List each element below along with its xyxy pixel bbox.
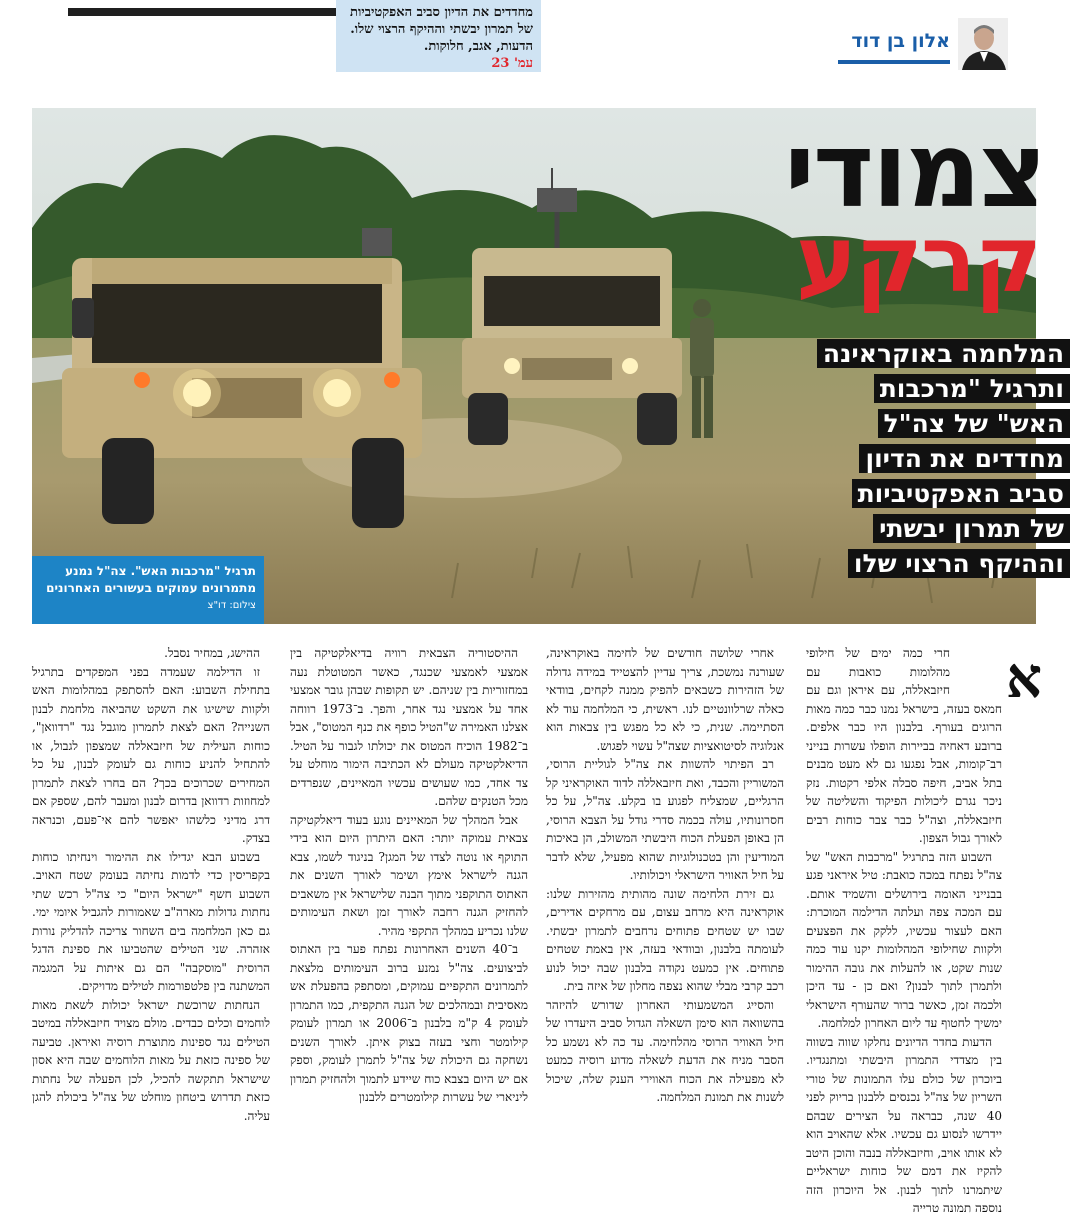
subheadline-line: סביב האפקטיביות — [780, 478, 1070, 509]
headline-line2: קרקע — [795, 206, 1040, 313]
subheadline-line: וההיקף הרצוי שלו — [780, 548, 1070, 579]
top-rule — [68, 8, 338, 16]
teaser-line: הדעות, אגב, חלוקות. — [423, 39, 533, 54]
teaser-box[interactable] — [336, 0, 541, 72]
article-column-1 — [806, 644, 1002, 1215]
headline-line1: צמודי — [784, 109, 1045, 231]
article-column-2 — [546, 644, 784, 1144]
paragraph: רב הפיתוי להשוות את צה"ל לגוליית הרוסי, המשוריין והכבד, ואת חיזבאללה לדוד האוקראיני קל הרגליים, שמצליח לפגוע בו בקלע. צה"ל, על כל חסרונותיו, עולה בכמה סדרי גודל על הצבא הרוסי, הן באופן הפעלת הכוח היבשתי המשולב, הן באיכות המודיעין והן בטכנולוגיות שהוא מפעיל, שלא לדבר על חיל האוויר הישראלי ויכולותיו. — [546, 757, 784, 882]
paragraph: והסייג המשמעותי האחרון שדורש להיזהר בהשוואה הוא סימן השאלה הגדול סביב היעדרו של חיל האוויר הרוסי מהלחימה. עד כה לא נשמע כל הסבר מניח את הדעת לשאלה מדוע רוסיה כמעט לא מפעילה את הכוח האווירי הענק שלה, שיכול לשנות את תמונת המלחמה. — [546, 997, 784, 1104]
photo-caption — [32, 556, 264, 624]
drop-cap-spacer — [950, 644, 1002, 694]
author-rule — [838, 60, 950, 64]
subheadline-line: מחדדים את הדיון — [780, 443, 1070, 474]
subheadline-line: של תמרון יבשתי — [780, 513, 1070, 544]
paragraph: חרי כמה ימים של חילופי מהלומות כואבות עם חיזבאללה, עם איראן וגם עם חמאס בעזה, בישראל נמנו כבר כמה מאות הרוגים בעורף. בלבנון היו כבר אלפים. ברובע דאחיה בביירות הופלו עשרות בנייני רב־קומות, אבל נפגעו גם לא מעט מבנים בתל אביב, חיפה סבלה אלפי רקטות. נזק ניכר נגרם ליכולות הפיקוד והשליטה של חיזבאללה, וצה"ל כבר צבר כוחות רבים לאורך גבול הצפון. — [806, 646, 1002, 845]
teaser-line: של תמרון יבשתי וההיקף הרצוי שלו. — [350, 22, 533, 37]
caption-text: תרגיל "מרכבות האש". צה"ל נמנע מתמרונים עמוקים בעשורים האחרונים — [46, 564, 256, 595]
paragraph: הנחתות שרוכשת ישראל יכולות לשאת מאות לוחמים וכלים כבדים. מולם מצויד חיזבאללה במיטב הטילים נגד ספינות מתוצרת רוסיה ואיראן. טביעה של ספינה כזאת על מאות הלוחמים שבה היא אסון שישראל תתקשה להכיל, לכן הפעלה של נחתות כזאת תדרוש ביטחון מוחלט של צה"ל ביכולת להגן עליה. — [32, 997, 270, 1123]
paragraph: הדעות בחדר הדיונים נחלקו שווה בשווה בין מצדדי התמרון היבשתי ומתנגדיו. ביוכרון של כולם עלו התמונות של טורי השריון של צה"ל נכנסים ללבנון בריוק לפני 40 שנה, כבראה על הצירים שבהם יידרשו לנסוע גם עכשיו. אלא שהאויב הוא לא אותו אויב, וחיזבאללה בנבה והוכן היטב להקיז את דמם של כוחות ישראליים שיתמרנו לתוך לבנון. אל היוכרון הזה נוספה תמונה טרייה — [806, 1034, 1002, 1215]
subheadline-line: המלחמה באוקראינה — [780, 338, 1070, 369]
author-byline — [838, 18, 1008, 70]
subheadline — [780, 338, 1070, 583]
photo-credit: צילום: דו"צ — [207, 600, 256, 611]
paragraph: השבוע הזה בתרגיל "מרכבות האש" של צה"ל נפתח במכה כואבת: טיל איראני פגע בבנייני האומה בירושלים והשמיד אותם. עם המכה צפה ועלתה הדילמה המוכרת: האם לעצור עכשיו, ללקק את הפצעים ולקוות שחילופי המהלומות יקנו עוד כמה שנות שקט, או להעלות את גובה ההימור ולתמרן לתוך לבנון? ואם כן - עד היכן ולכמה זמן, כאשר ברור שהעורף הישראלי ימשיך לחטוף עד ליום האחרון למלחמה. — [806, 849, 1002, 1030]
subheadline-line: האש" של צה"ל — [780, 408, 1070, 439]
paragraph: ההיסטוריה הצבאית רוויה בדיאלקטיקה בין אמצעי לאמצעי שכנגד, כאשר המטוטלת נעה במחזוריות בין שניהם. יש תקופות שבהן גובר אמצעי אחד על אמצעי נגד אחר, והפך. ב־1973 רווחה אצלנו האמירה ש"הטיל כופף את כנף המטוס", אבל ב־1982 הוכיח המטוס את יכולתו לגבור על הטיל. הדיאלקטיקה מעולם לא הכתיבה הימור מוחלט על צד אחד, כמו שעושים עכשיו המאיינים, שנפרדים מכל הטנקים שלהם. — [290, 646, 528, 808]
teaser-line: מחדדים את הדיון סביב האפקטיביות — [350, 5, 533, 20]
paragraph: בשבוע הבא יגדילו את ההימור וינחיתו כוחות בקפריסין כדי לדמות נחיתה בעומק שטח האויב. השבוע חשף "ישראל היום" כי צה"ל רכש שתי נחתות גדולות מארה"ב שאמורות להגביל איומי ימי. גם כאן המלחמה בים השחור צריכה להדליק נורות אזהרה. שני הטילים שהטביעו את ספינת הדגל הרוסית "מוסקבה" הם גם איתות על המגמה המשתנה בין פלטפורמות לטילים מדויקים. — [32, 849, 270, 993]
drop-cap: א — [1006, 645, 1042, 711]
paragraph: ההישג, במחיר נסבל. — [164, 646, 260, 660]
paragraph: ב־40 השנים האחרונות נפתח פער בין האתוס לביצועים. צה"ל נמנע ברוב העימותים מלצאת לתמרונים התקפיים עמוקים, ומסתפק בהפעלת אש מאסיבית ובמהלכים של הגנה התקפית, כמו התמרון לעומק 4 ק"מ בלבנון ב־2006 או תמרון לעומק קילומטר וחצי בעזה בצוק איתן. לאורך השנים נשחקה גם היכולת של צה"ל לתמרן לעומק, וספק אם יש היום בצבא כוח שיידע לתמוך ולהחזיק תמרון ליניארי של עשרות קילומטרים ללבנון — [290, 942, 528, 1104]
teaser-page-ref[interactable]: עמ' 23 — [491, 56, 533, 71]
paragraph: אבל המהלך של המאיינים נוגע בעוד דיאלקטיקה צבאית עמוקה יותר: האם היתרון היום הוא בידי התוקף או נוטה לצדו של המגן? בניגוד לשמו, צבא הגנה לישראל אימץ ושימר לאורך השנים את האתוס התוקפני מתוך הבנה שלישראל אין משאבים להחזיק הגנה רחבה לאורך זמן ושאת העימותים שלנו נכריע במהלך התקפי מהיר. — [290, 812, 528, 938]
paragraph: אחרי שלושה חודשים של לחימה באוקראינה, שעורנה נמשכת, צריך עדיין להצטייד במידה גדולה של הזהירות כשבאים להפיק ממנה לקחים, בוודאי כאלה שרלוונטיים לנו. ראשית, כי המלחמה עוד לא הסתיימה. שנית, כי לא כל מפגש בין צבאות הוא אנלוגיה לסיטואציות שצה"ל עשוי לפגוש. — [546, 646, 784, 753]
paragraph: זו הדילמה שעמדה בפני המפקדים בתרגיל בתחילת השבוע: האם להסתפק במהלומות האש ולקוות שישיגו את השקט שהביאה מלחמת לבנון השנייה? האם לצאת לתמרון מוגבל נגד "רדוואן", כוחות העילית של חיזבאללה שמצפון לגבול, או להתחיל להניע כוחות גם לעומק לבנון, על כל המחירים שכרוכים בכך? הם בחרו לצאת לתמרון למחוזות רדוואן בדרום לבנון ומעבר להם, שספק אם דרג מדיני כלשהו יאפשר להם אי־פעם, וכנראה בצדק. — [32, 664, 270, 845]
subheadline-line: ותרגיל "מרכבות — [780, 373, 1070, 404]
paragraph: גם זירת הלחימה שונה מהותית מהזירות שלנו: אוקראינה היא מרחב עצום, עם מרחקים אדירים, שבו יש שטחים פתוחים נרחבים לתמרון יבשתי. לעומתה בלבנון, ובוודאי בעזה, אין באמת שטחים פתוחים. אין כמעט נקודה בלבנון שבה יכול לנוע רכב קרבי מבלי שהוא נצפה מחלון של איזה בית. — [546, 886, 784, 993]
author-name[interactable]: אלון בן דוד — [851, 30, 950, 52]
article-column-4 — [32, 644, 270, 1144]
article-column-3 — [290, 644, 528, 1144]
author-photo — [958, 18, 1008, 70]
